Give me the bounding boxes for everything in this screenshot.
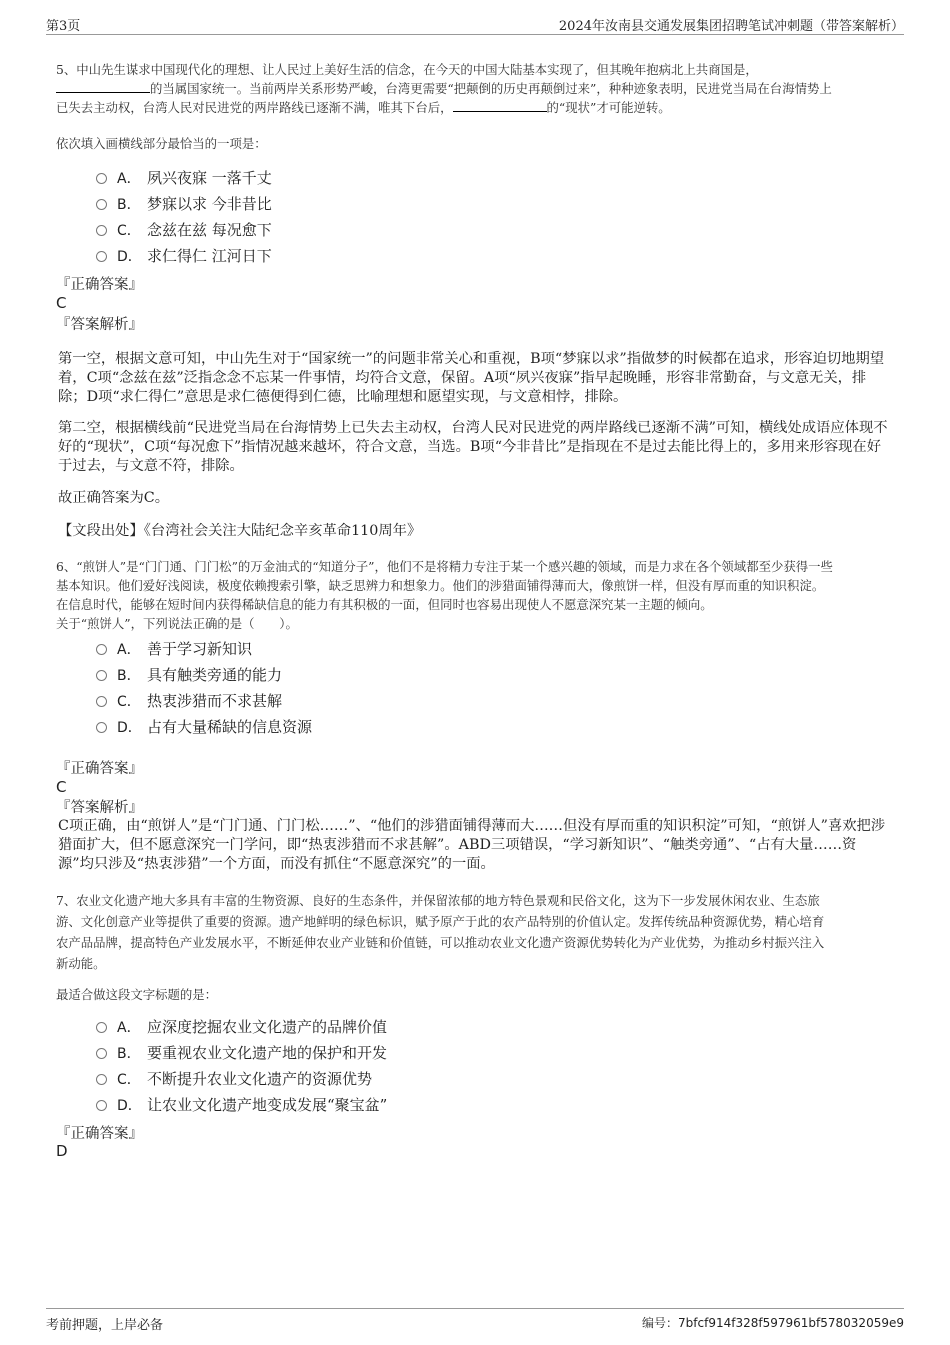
radio-icon[interactable] [96,1074,107,1085]
q5-stem [56,60,896,117]
q6-option-d[interactable]: D． 占有大量稀缺的信息资源 [96,716,312,738]
q6-stem-line-2: 基本知识。他们爱好浅阅读，极度依赖搜索引擎，缺乏思辨力和想象力。他们的涉猎面铺得薄而大，像煎饼一样，但没有厚而重的知识积淀。 [56,578,825,593]
q7-option-a[interactable]: A． 应深度挖掘农业文化遗产的品牌价值 [96,1016,387,1038]
footer-slogan: 考前押题，上岸必备 [46,1318,164,1333]
q5-blank-2 [453,99,547,112]
footer-serial: 编号：7bfcf914f328f597961bf578032059e9 [642,1316,904,1330]
radio-icon[interactable] [96,1022,107,1033]
q5-source: 【文段出处】《台湾社会关注大陆纪念辛亥革命110周年》 [58,523,422,539]
q5-analysis-3: 故正确答案为C。 [58,490,170,506]
q6-answer-label: 『正确答案』 [56,761,143,777]
radio-icon[interactable] [96,1048,107,1059]
q7-option-d[interactable]: D． 让农业文化遗产地变成发展“聚宝盆” [96,1094,387,1116]
q7-answer-label: 『正确答案』 [56,1126,143,1142]
q5-answer: C [56,294,67,312]
radio-icon[interactable] [96,199,107,210]
q6-stem-line-1: 6、“煎饼人”是“门门通、门门松”的万金油式的“知道分子”，他们不是将精力专注于某一个感兴趣的领域，而是力求在各个领域都至少获得一些 [56,559,833,574]
page-header [46,14,904,35]
q6-analysis-label: 『答案解析』 [56,800,143,816]
radio-icon[interactable] [96,722,107,733]
q7-option-b[interactable]: B． 要重视农业文化遗产地的保护和开发 [96,1042,387,1064]
radio-icon[interactable] [96,670,107,681]
page-footer [46,1308,904,1335]
q7-stem [56,890,896,974]
radio-icon[interactable] [96,1100,107,1111]
q5-option-a[interactable]: A． 夙兴夜寐 一落千丈 [96,167,272,189]
q5-option-d[interactable]: D． 求仁得仁 江河日下 [96,245,272,267]
q6-stem-line-3: 在信息时代，能够在短时间内获得稀缺信息的能力有其积极的一面，但同时也容易出现使人不愿意深究某一主题的倾向。 [56,597,713,612]
q7-prompt: 最适合做这段文字标题的是： [56,987,218,1002]
q7-option-c[interactable]: C． 不断提升农业文化遗产的资源优势 [96,1068,372,1090]
radio-icon[interactable] [96,173,107,184]
q5-blank-1 [56,80,150,93]
q6-analysis: C项正确，由“煎饼人”是“门门通、门门松……”、“他们的涉猎面铺得薄而大……但没有厚而重的知识积淀”可知，“煎饼人”喜欢把涉猎面扩大，但不愿意深究一门学问，即“热衷涉猎而不求甚解”。ABD三项错误，“学习新知识”、“触类旁通”、“占有大量……资源”均只涉及“热衷涉猎”一个方面，而没有抓住“不愿意深究”的一面。 [58,818,886,872]
q5-prompt: 依次填入画横线部分最恰当的一项是： [56,136,267,151]
q5-stem-line-1: 5、中山先生谋求中国现代化的理想、让人民过上美好生活的信念，在今天的中国大陆基本实现了，但其晚年抱病北上共商国是， [56,62,758,77]
radio-icon[interactable] [96,644,107,655]
q6-option-a[interactable]: A． 善于学习新知识 [96,638,252,660]
q6-option-c[interactable]: C． 热衷涉猎而不求甚解 [96,690,282,712]
q6-answer: C [56,778,67,796]
document-title: 2024年汝南县交通发展集团招聘笔试冲刺题（带答案解析） [558,19,904,34]
q5-analysis-1: 第一空，根据文意可知，中山先生对于“国家统一”的问题非常关心和重视，B项“梦寐以求”指做梦的时候都在追求，形容迫切地期望着，C项“念兹在兹”泛指念念不忘某一件事情，均符合文意，保留。A项“夙兴夜寐”指早起晚睡，形容非常勤奋，与文意无关，排除；D项“求仁得仁”意思是求仁德便得到仁德，比喻理想和愿望实现，与文意相悖，排除。 [58,351,885,405]
q5-option-c[interactable]: C． 念兹在兹 每况愈下 [96,219,272,241]
radio-icon[interactable] [96,225,107,236]
q7-stem-line-1: 7、农业文化遗产地大多具有丰富的生物资源、良好的生态条件，并保留浓郁的地方特色景观和民俗文化，这为下一步发展休闲农业、生态旅 [56,893,820,908]
q5-analysis-label: 『答案解析』 [56,317,143,333]
page-number: 第3页 [46,19,81,34]
q6-stem [56,557,896,633]
q7-stem-line-2: 游、文化创意产业等提供了重要的资源。遗产地鲜明的绿色标识，赋予原产于此的农产品特别的价值认定。发挥传统品种资源优势，精心培育 [56,914,825,929]
q7-answer: D [56,1142,68,1160]
q7-stem-line-3: 农产品品牌，提高特色产业发展水平，不断延伸农业产业链和价值链，可以推动农业文化遗产资源优势转化为产业优势，为推动乡村振兴注入 [56,935,825,950]
q5-stem-line-3: 已失去主动权，台湾人民对民进党的两岸路线已逐渐不满，唯其下台后， 的“现状”才可能逆转。 [56,100,671,115]
q6-prompt: 关于“煎饼人”，下列说法正确的是（ ）。 [56,616,298,631]
radio-icon[interactable] [96,251,107,262]
q5-stem-line-2: 的当属国家统一。当前两岸关系形势严峻，台湾更需要“把颠倒的历史再颠倒过来”，种种迹象表明，民进党当局在台海情势上 [56,79,896,98]
q7-stem-line-4: 新动能。 [56,956,106,971]
radio-icon[interactable] [96,696,107,707]
q5-analysis-2: 第二空，根据横线前“民进党当局在台海情势上已失去主动权，台湾人民对民进党的两岸路线已逐渐不满”可知，横线处成语应体现不好的“现状”，C项“每况愈下”指情况越来越坏，符合文意，当选。B项“今非昔比”是指现在不是过去能比得上的，多用来形容现在好于过去，与文意不符，排除。 [58,420,888,474]
q5-answer-label: 『正确答案』 [56,277,143,293]
q5-option-b[interactable]: B． 梦寐以求 今非昔比 [96,193,272,215]
q6-option-b[interactable]: B． 具有触类旁通的能力 [96,664,282,686]
